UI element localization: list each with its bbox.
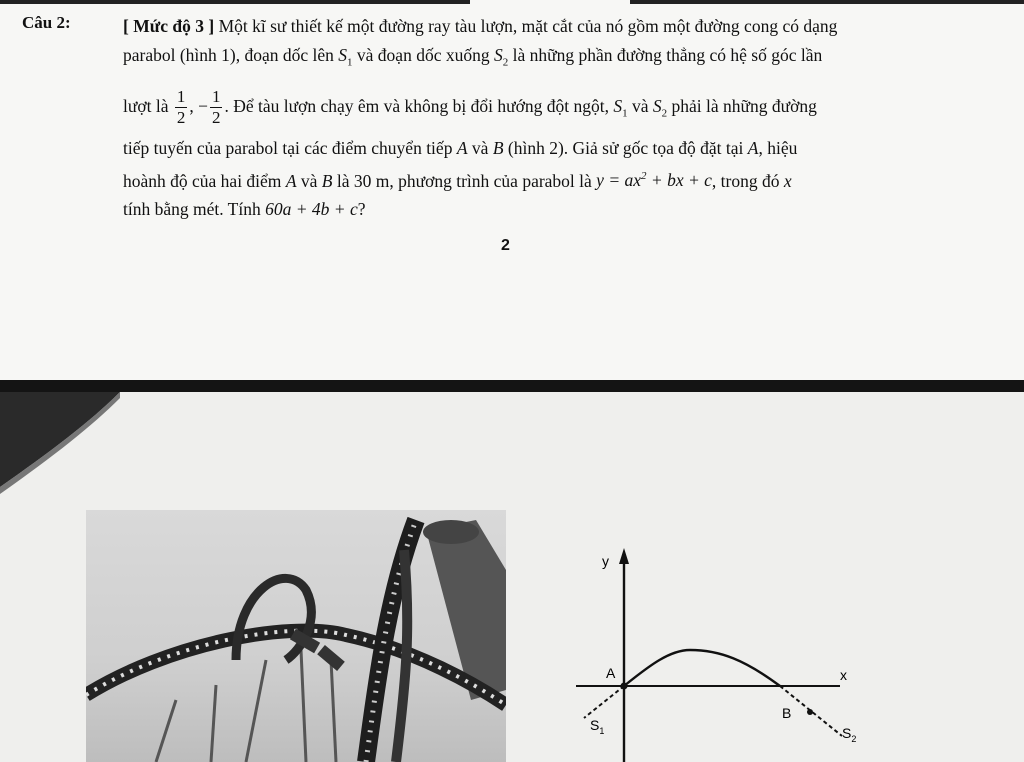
page-corner-shadow: [0, 392, 120, 502]
difficulty-level: [ Mức độ 3 ]: [123, 16, 215, 36]
x-axis-label: x: [840, 667, 847, 683]
point-b-label: B: [782, 705, 792, 721]
question-line-2: parabol (hình 1), đoạn dốc lên $S_1$ và đoạn dốc xuống $S_2$ là những phần đường thẳng có hệ số góc lần: [123, 45, 823, 69]
roller-coaster-photo: [86, 510, 506, 762]
y-axis-label: y: [602, 553, 609, 569]
y-axis-arrow: [619, 548, 629, 564]
s1-label: $S_1$: [590, 717, 605, 736]
roller-coaster-illustration: [86, 510, 506, 762]
point-b-dot: [807, 709, 813, 715]
question-line-1: [ Mức độ 3 ] Một kĩ sư thiết kế một đường ray tàu lượn, mặt cắt của nó gồm một đường cong có dạng: [123, 16, 838, 36]
fraction-one-half: $\frac{1}{2}$: [176, 86, 186, 127]
s1-line: [584, 686, 624, 718]
parabola-equation: $y = ax^2$ + bx + c: [596, 170, 712, 191]
upper-page: [0, 0, 1024, 380]
point-a-label: A: [606, 665, 616, 681]
s2-label: $S_2$: [842, 725, 857, 744]
fraction-minus-one-half: $\frac{1}{2}$: [211, 86, 221, 127]
point-a: [621, 683, 628, 690]
parabola-curve: [624, 650, 780, 686]
question-label: Câu 2:: [22, 13, 71, 32]
target-expression: 60a + 4b + c: [265, 199, 358, 220]
question-line-4: tiếp tuyến của parabol tại các điểm chuyển tiếp A và B (hình 2). Giả sử gốc tọa độ đặt tại A, hiệu: [123, 137, 798, 158]
question-text: [123, 12, 975, 224]
question-line-3: lượt là $\frac{1}{2}$ , − $\frac{1}{2}$ . Để tàu lượn chạy êm và không bị đổi hướng đột ngột, $S_1$ và $S_2$ phải là những đường: [123, 86, 817, 127]
question-line-5: hoành độ của hai điểm A và B là 30 m, phương trình của parabol là $y = ax^2$ + bx + c, trong đó x: [123, 170, 792, 191]
question-line-6: tính bằng mét. Tính 60a + 4b + c?: [123, 199, 366, 220]
page-number: 2: [501, 237, 510, 254]
page-separator: [0, 380, 1024, 392]
top-edge: [0, 0, 1024, 4]
parabola-graph: [570, 540, 870, 762]
